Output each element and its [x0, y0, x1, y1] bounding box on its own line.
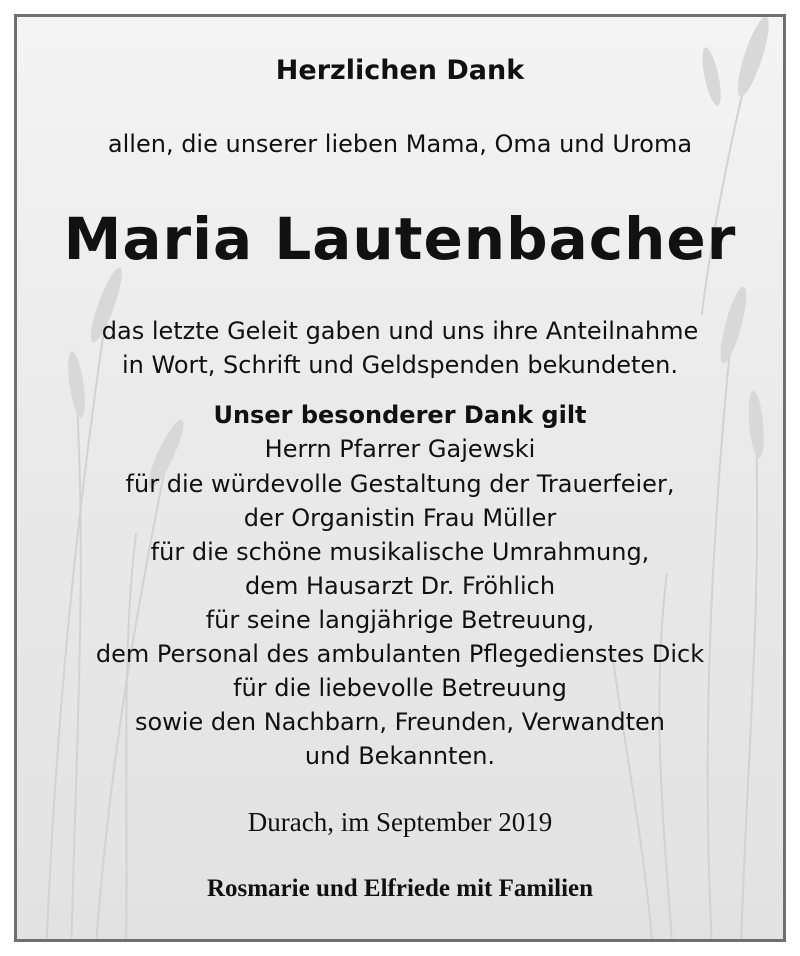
- body-line: in Wort, Schrift und Geldspenden bekundeten.: [122, 351, 678, 379]
- heading: Herzlichen Dank: [275, 55, 525, 86]
- thanks-line: Herrn Pfarrer Gajewski: [264, 435, 536, 463]
- thanks-line: dem Hausarzt Dr. Fröhlich: [244, 572, 556, 600]
- deceased-name: Maria Lautenbacher: [63, 205, 737, 273]
- thanks-heading: Unser besonderer Dank gilt: [213, 401, 587, 429]
- thanks-line: dem Personal des ambulanten Pflegedienstes Dick: [95, 640, 705, 668]
- intro-line: allen, die unserer lieben Mama, Oma und Uroma: [107, 130, 693, 158]
- body-line: das letzte Geleit gaben und uns ihre Anteilnahme: [101, 317, 699, 345]
- place-date: Durach, im September 2019: [247, 807, 553, 837]
- thanks-line: sowie den Nachbarn, Freunden, Verwandten: [134, 708, 666, 736]
- thanks-line: für seine langjährige Betreuung,: [205, 606, 595, 634]
- thanks-line: und Bekannten.: [304, 742, 496, 770]
- obituary-notice: [14, 14, 786, 942]
- thanks-line: für die liebevolle Betreuung: [233, 674, 567, 702]
- thanks-line: für die schöne musikalische Umrahmung,: [150, 538, 650, 566]
- thanks-line: der Organistin Frau Müller: [243, 504, 557, 532]
- thanks-line: für die würdevolle Gestaltung der Trauerfeier,: [125, 470, 675, 498]
- signature: Rosmarie und Elfriede mit Familien: [206, 875, 594, 902]
